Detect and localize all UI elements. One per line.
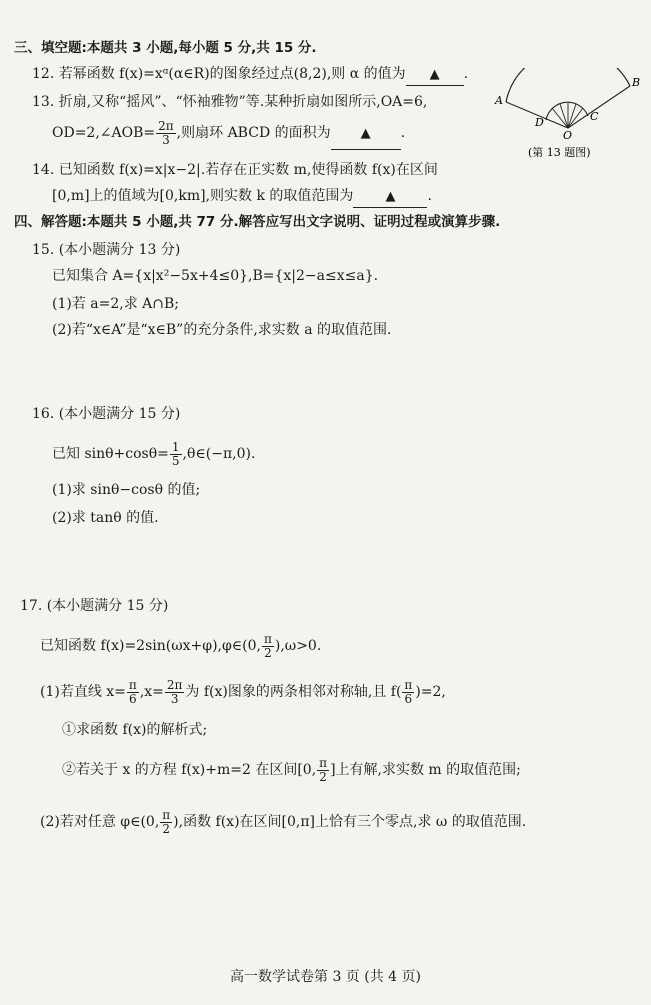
question-15-given: 已知集合 A={x|x²−5x+4≤0},B={x|2−a≤x≤a}. — [52, 268, 379, 284]
fan-diagram — [492, 68, 642, 160]
question-17-given: 已知函数 f(x)=2sin(ωx+φ),φ∈(0, $\frac{\pi}{2}$ ),ω>0. — [40, 631, 322, 660]
question-16-header: 16. (本小题满分 15 分) — [32, 406, 181, 422]
label-o: O — [563, 129, 573, 142]
question-15-header: 15. (本小题满分 13 分) — [32, 242, 181, 258]
fraction: $\frac{\pi}{2}$ — [162, 807, 171, 836]
label-b: B — [632, 76, 641, 89]
question-17-header: 17. (本小题满分 15 分) — [20, 598, 169, 614]
question-13-line-1: 13. 折扇,又称“摇风”、“怀袖雅物”等.某种折扇如图所示,OA=6, — [32, 94, 428, 110]
fraction: $\frac{\pi}{2}$ — [319, 755, 328, 784]
folding-fan-figure — [492, 68, 642, 160]
question-13-answer-blank: ▲ — [331, 118, 401, 150]
question-16-part-2: (2)求 tanθ 的值. — [52, 510, 159, 526]
fraction: $\frac{\pi}{2}$ — [263, 631, 272, 660]
question-17-part-1: (1)若直线 x= $\frac{\pi}{6}$ ,x= $\frac{2\pi}{3}$ 为 f(x)图象的两条相邻对称轴,且 f( $\frac{\pi}{6}$ )=2, — [40, 677, 446, 706]
question-14-line-1: 14. 已知函数 f(x)=x|x−2|.若存在正实数 m,使得函数 f(x)在区间 — [32, 162, 438, 178]
figure-caption: (第 13 题图) — [528, 146, 591, 159]
question-17-sub-1: ①求函数 f(x)的解析式; — [62, 722, 208, 738]
fraction: $\frac{2\pi}{3}$ — [158, 118, 174, 147]
question-13-line-2: OD=2,∠AOB= $\frac{2\pi}{3}$ ,则扇环 ABCD 的面积为 ▲ . — [52, 118, 405, 150]
fraction: $\frac{\pi}{6}$ — [128, 677, 137, 706]
section-3-title: 三、填空题:本题共 3 小题,每小题 5 分,共 15 分. — [14, 40, 317, 56]
question-12: 12. 若幂函数 f(x)=xᵅ(α∈R)的图象经过点(8,2),则 α 的值为 ▲ . — [32, 64, 468, 86]
outer-arc — [506, 68, 630, 102]
label-d: D — [535, 116, 544, 129]
question-12-text: 12. 若幂函数 f(x)=xᵅ(α∈R)的图象经过点(8,2),则 α 的值为 — [32, 66, 406, 82]
question-14-line-2: [0,m]上的值域为[0,km],则实数 k 的取值范围为 ▲ . — [52, 186, 432, 208]
inner-arc — [546, 102, 588, 120]
page-footer: 高一数学试卷第 3 页 (共 4 页) — [230, 969, 421, 985]
label-c: C — [590, 110, 599, 123]
label-a: A — [495, 94, 503, 107]
question-15-part-2: (2)若“x∈A”是“x∈B”的充分条件,求实数 a 的取值范围. — [52, 322, 392, 338]
section-4-title: 四、解答题:本题共 5 小题,共 77 分.解答应写出文字说明、证明过程或演算步骤. — [14, 214, 501, 230]
question-15-part-1: (1)若 a=2,求 A∩B; — [52, 296, 180, 312]
question-17-sub-2: ②若关于 x 的方程 f(x)+m=2 在区间[0, $\frac{\pi}{2}$ ]上有解,求实数 m 的取值范围; — [62, 755, 521, 784]
question-12-answer-blank: ▲ — [406, 64, 464, 86]
fraction: $\frac{2\pi}{3}$ — [166, 677, 183, 706]
radius-ob — [568, 86, 630, 128]
fraction: $\frac{\pi}{6}$ — [404, 677, 413, 706]
question-14-answer-blank: ▲ — [353, 186, 427, 208]
question-16-part-1: (1)求 sinθ−cosθ 的值; — [52, 482, 201, 498]
fraction: $\frac{1}{5}$ — [171, 439, 180, 468]
question-16-given: 已知 sinθ+cosθ= $\frac{1}{5}$ ,θ∈(−π,0). — [52, 439, 256, 468]
question-17-part-2: (2)若对任意 φ∈(0, $\frac{\pi}{2}$ ),函数 f(x)在区间[0,π]上恰有三个零点,求 ω 的取值范围. — [40, 807, 527, 836]
